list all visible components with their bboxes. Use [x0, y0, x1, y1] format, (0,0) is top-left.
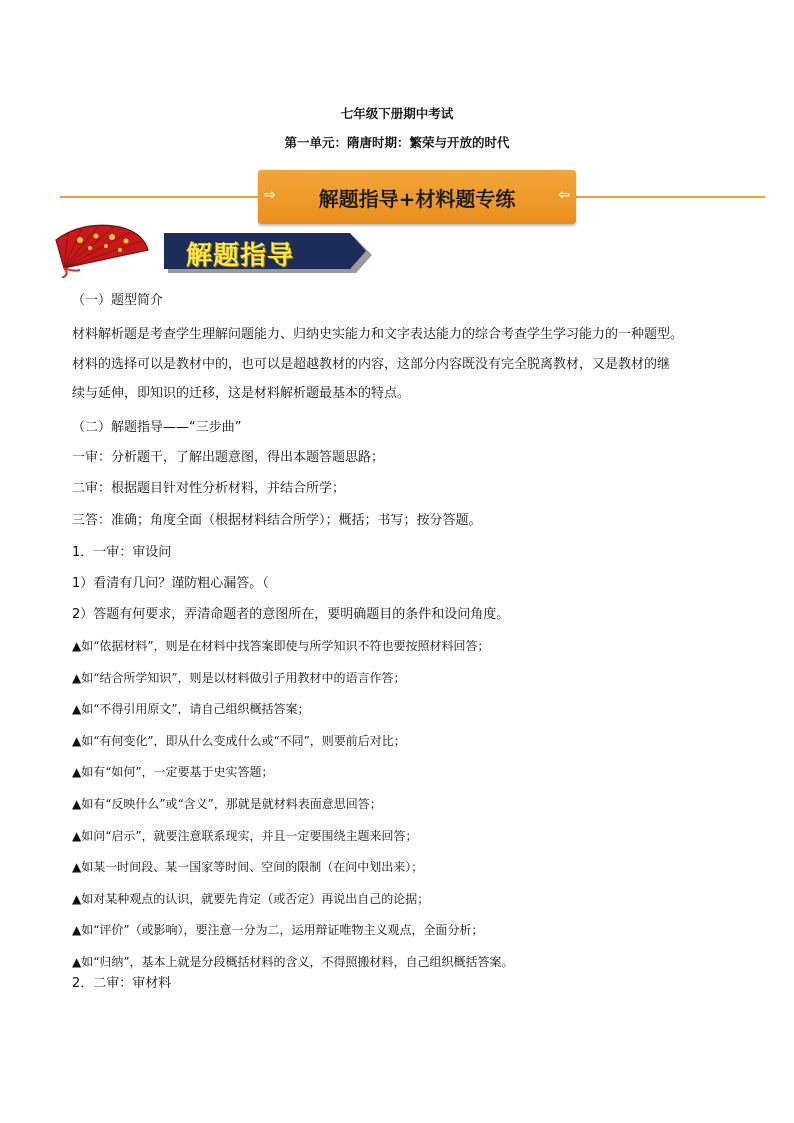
folding-fan-icon — [50, 224, 154, 278]
page-subtitle: 第一单元：隋唐时期：繁荣与开放的时代 — [284, 135, 510, 150]
banner-line-left — [60, 196, 260, 198]
tip-line: ▲如有“如何”，一定要基于史实答题； — [72, 765, 274, 780]
tip-line: ▲如对某种观点的认识，就要先肯定（或否定）再说出自己的论据； — [72, 891, 430, 906]
tip-line: ▲如有“反映什么”或“含义”，那就是就材料表面意思回答； — [72, 797, 382, 811]
body-line: （二）解题指导——“三步曲” — [72, 420, 242, 435]
body-line: 三答：准确；角度全面（根据材料结合所学）；概括；书写；按分答题。 — [72, 513, 482, 528]
body-line: 2．二审：审材料 — [72, 976, 172, 991]
banner-line-right — [575, 196, 765, 198]
tip-line: ▲如“归纳”，基本上就是分段概括材料的含义，不得照搬材料，自己组织概括答案。 — [72, 955, 514, 969]
body-line: 续与延伸，即知识的迁移，这是材料解析题最基本的特点。 — [72, 386, 411, 401]
banner-right-arrow-icon: ⇦ — [558, 187, 570, 203]
body-line: 1）看清有几问？谨防粗心漏答。（ — [72, 576, 269, 591]
body-line: 材料解析题是考查学生理解问题能力、归纳史实能力和文字表达能力的综合考查学生学习能力的一种题型。 — [72, 327, 684, 342]
body-line: 材料的选择可以是教材中的，也可以是超越教材的内容，这部分内容既没有完全脱离教材，又是教材的继 — [72, 357, 671, 372]
banner-left-arrow-icon: ⇨ — [264, 187, 276, 203]
body-line: 2）答题有何要求，弄清命题者的意图所在，要明确题目的条件和设问角度。 — [72, 607, 510, 622]
body-line: （一）题型简介 — [72, 293, 164, 308]
body-line: 1．一审：审设问 — [72, 545, 172, 560]
tip-line: ▲如“依据材料”，则是在材料中找答案即使与所学知识不符也要按照材料回答； — [72, 639, 490, 653]
title-banner — [258, 170, 576, 224]
tip-line: ▲如“不得引用原文”，请自己组织概括答案； — [72, 702, 310, 717]
section-header-label: 解题指导 — [186, 241, 295, 271]
tip-line: ▲如“评价”（或影响），要注意一分为二，运用辩证唯物主义观点，全面分析； — [72, 923, 484, 938]
body-line: 一审：分析题干，了解出题意图，得出本题答题思路； — [72, 450, 385, 465]
page-title: 七年级下册期中考试 — [340, 106, 454, 121]
tip-line: ▲如“有何变化”，即从什么变成什么或“不同”，则要前后对比； — [72, 733, 406, 748]
tip-line: ▲如问“启示”，就要注意联系现实，并且一定要围绕主题来回答； — [72, 828, 418, 843]
body-line: 二审：根据题目针对性分析材料，并结合所学； — [72, 481, 346, 496]
tip-line: ▲如“结合所学知识”，则是以材料做引子用教材中的语言作答； — [72, 670, 406, 685]
section-header — [164, 233, 372, 273]
tip-line: ▲如某一时间段、某一国家等时间、空间的限制（在问中划出来）； — [72, 860, 424, 875]
banner-label: 解题指导+材料题专练 — [318, 186, 516, 211]
